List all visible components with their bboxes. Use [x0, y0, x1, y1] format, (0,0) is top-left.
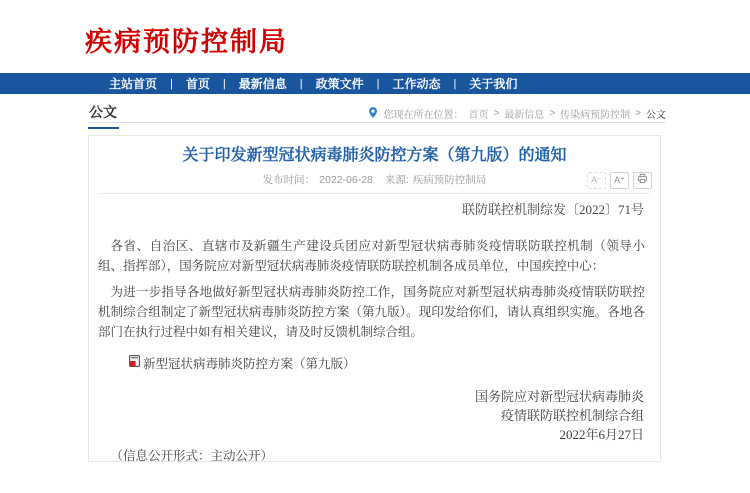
breadcrumb-separator: > [549, 108, 556, 119]
document-body [98, 236, 645, 342]
publish-time-label: 发布时间： [262, 174, 316, 186]
nav-item-home[interactable]: 首页 [185, 77, 210, 91]
breadcrumb-item-infectious-disease-control[interactable]: 传染病预防控制 [560, 110, 631, 121]
print-button[interactable] [633, 172, 652, 189]
site-logo-title[interactable]: 疾病预防控制局 [85, 27, 288, 57]
nav-separator: | [222, 77, 226, 90]
paragraph: 各省、自治区、直辖市及新疆生产建设兵团应对新型冠状病毒肺炎疫情联防联控机制（领导小组、指挥部），国务院应对新型冠状病毒肺炎疫情联防联控机制各成员单位，中国疾控中心： [98, 239, 645, 273]
nav-separator: | [299, 77, 303, 90]
breadcrumb-prefix: 您现在所在位置： [383, 110, 464, 121]
signature-org-line-2: 疫情联防联控机制综合组 [500, 408, 644, 423]
source-label: 来源: [384, 174, 409, 186]
font-decrease-button[interactable]: A⁻ [587, 172, 606, 189]
nav-item-about-us[interactable]: 关于我们 [469, 77, 518, 91]
nav-item-portal-home[interactable]: 主站首页 [109, 77, 158, 91]
paragraph: 为进一步指导各地做好新型冠状病毒肺炎防控工作，国务院应对新型冠状病毒肺炎疫情联防联控机制综合组制定了新型冠状病毒肺炎防控方案（第九版）。现印发给你们，请认真组织实施。各地各部门在执行过程中如有相关建议，请及时反馈机制综合组。 [98, 285, 645, 339]
document-number: 联防联控机制综发〔2022〕71号 [461, 202, 644, 217]
breadcrumb-item-home[interactable]: 首页 [468, 110, 489, 121]
nav-item-policy-documents[interactable]: 政策文件 [315, 77, 364, 91]
breadcrumb-row [88, 100, 666, 123]
breadcrumb-separator: > [635, 108, 641, 119]
section-tab-gongwen[interactable]: 公文 [88, 100, 119, 129]
location-pin-icon [369, 107, 377, 121]
nav-item-latest-news[interactable]: 最新信息 [238, 77, 287, 91]
attachment-link[interactable]: 新型冠状病毒肺炎防控方案（第九版） [143, 357, 356, 371]
disclosure-note: （信息公开形式：主动公开） [110, 449, 274, 463]
attachment-file-icon [129, 355, 140, 371]
nav-separator: | [376, 77, 380, 90]
publish-time-value: 2022-06-28 [319, 174, 373, 186]
document-title: 关于印发新型冠状病毒肺炎防控方案（第九版）的通知 [182, 147, 567, 164]
font-increase-button[interactable]: A⁺ [610, 172, 629, 189]
signature-org-line-1: 国务院应对新型冠状病毒肺炎 [474, 389, 644, 404]
source-value: 疾病预防控制局 [412, 174, 487, 186]
breadcrumb-item-latest-news[interactable]: 最新信息 [504, 110, 545, 121]
document-meta [89, 174, 660, 187]
main-nav [0, 73, 750, 94]
article-toolbar [587, 172, 652, 189]
nav-separator: | [453, 77, 457, 90]
nav-item-work-updates[interactable]: 工作动态 [392, 77, 441, 91]
title-divider [99, 193, 650, 194]
breadcrumb [369, 106, 666, 121]
attachment-row [129, 354, 645, 372]
nav-separator: | [170, 77, 173, 90]
printer-icon [637, 173, 648, 189]
signature-block [89, 387, 644, 444]
breadcrumb-item-current: 公文 [646, 110, 666, 121]
breadcrumb-separator: > [493, 108, 500, 119]
signature-date: 2022年6月27日 [559, 427, 644, 442]
site-header [85, 20, 288, 59]
document-panel [88, 135, 661, 462]
